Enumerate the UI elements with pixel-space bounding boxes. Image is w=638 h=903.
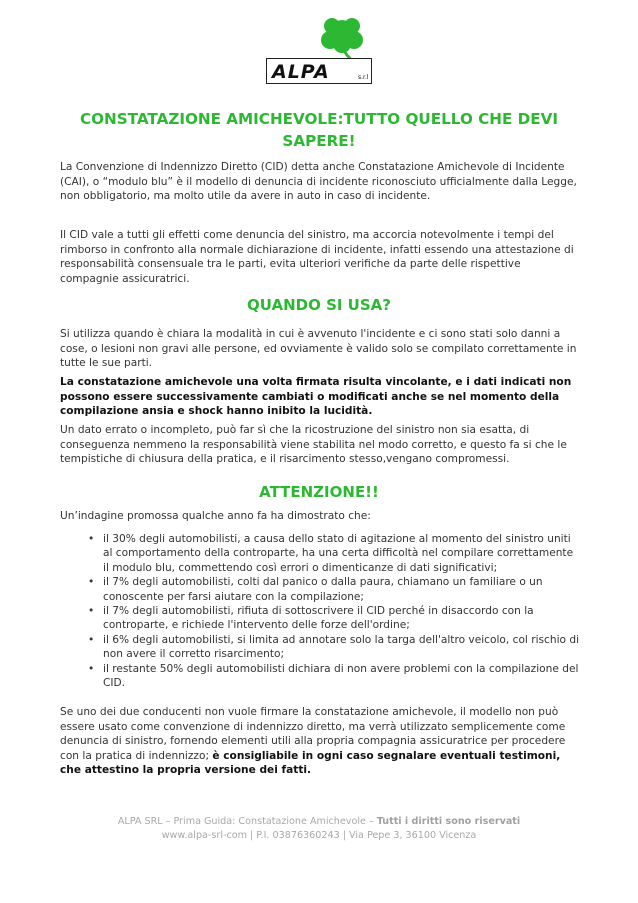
list-item-text: il 6% degli automobilisti, si limita ad annotare solo la targa dell'altro veicolo, col rischio di non avere il corretto risarcimento; [103, 633, 580, 661]
attenzione-intro: Un’indagine promossa qualche anno fa ha dimostrato che: [60, 510, 371, 522]
list-item [60, 662, 580, 691]
list-item-text: il 30% degli automobilisti, a causa dello stato di agitazione al momento del sinistro uniti al comportamento della controparte, ha una certa difficoltà nel compilare correttamente il modulo blu, commettendo così errori o dimenticanze di dati significativi; [103, 533, 574, 574]
intro-paragraph-1: La Convenzione di Indennizzo Diretto (CID) detta anche Constatazione Amichevole di Incidente (CAI), o “modulo blu” è il modello di denuncia di incidente riconosciuto ufficialmente dalla Legge, non obbligatorio, ma molto utile da avere in auto in caso di incidente. [60, 161, 577, 203]
bullet-icon: • [88, 576, 95, 589]
page-title: CONSTATAZIONE AMICHEVOLE:TUTTO QUELLO CHE DEVI SAPERE! [79, 110, 559, 150]
list-item [60, 532, 580, 575]
bullet-icon: • [88, 662, 95, 675]
bullet-icon: • [88, 605, 95, 618]
closing-text: Se uno dei due conducenti non vuole firmare la constatazione amichevole, il modello non può essere usato come convenzione di indennizzo diretto, ma verrà utilizzato semplicemente come denuncia di sinistro, fornendo elementi utili alla propria compagnia assicuratrice per procedere con la pratica di indennizzo; [60, 706, 566, 762]
alpa-logo [262, 18, 380, 92]
footer-copyright-text: ALPA SRL – Prima Guida: Constatazione Amichevole – [117, 816, 377, 827]
quando-paragraph-3: Un dato errato o incompleto, può far sì che la ricostruzione del sinistro non sia esatta, di conseguenza nemmeno la responsabilità viene stabilita nel modo corretto, e questo fa si che le tempistiche di chiusura della pratica, e il risarcimento stesso,vengano compromessi. [60, 424, 567, 466]
list-item-text: il 7% degli automobilisti, rifiuta di sottoscrivere il CID perché in disaccordo con la controparte, e richiede l'intervento delle forze dell'ordine; [103, 605, 534, 632]
bullet-icon: • [88, 633, 95, 646]
list-item-text: il 7% degli automobilisti, colti dal panico o dalla paura, chiamano un familiare o un conoscente per farsi aiutare con la compilazione; [103, 576, 543, 603]
footer-rights-text: Tutti i diritti sono riservati [376, 816, 521, 827]
logo-brand-text: ALPA [272, 61, 330, 83]
closing-bold-text: è consigliabile in ogni caso segnalare eventuali testimoni, che attestino la propria versione dei fatti. [60, 749, 561, 777]
list-item [60, 575, 580, 604]
footer-contact-line: www.alpa-srl-com | P.I. 03876360243 | Via Pepe 3, 36100 Vicenza [161, 830, 477, 841]
closing-paragraph [60, 705, 580, 778]
list-item-text: il restante 50% degli automobilisti dichiara di non avere problemi con la compilazione del CID. [103, 662, 579, 690]
logo-suffix-text: s.r.l [358, 74, 369, 81]
footer-line-1 [60, 815, 578, 829]
quando-paragraph-bold: La constatazione amichevole una volta firmata risulta vincolante, e i dati indicati non possono essere successivamente cambiati o modificati anche se nel momento della compilazione ansia e shock hanno inibito la lucidità. [60, 376, 572, 418]
section-heading-quando: QUANDO SI USA? [247, 296, 391, 314]
section-heading-attenzione: ATTENZIONE!! [259, 483, 379, 501]
intro-paragraph-2: Il CID vale a tutti gli effetti come denuncia del sinistro, ma accorcia notevolmente i tempi del rimborso in confronto alla normale dichiarazione di incidente, infatti essendo una attestazione di responsabilità consensuale tra le parti, evita ulteriori verifiche da parte delle rispettive compagnie assicuratrici. [60, 229, 574, 285]
list-item [60, 633, 580, 662]
statistics-list [60, 532, 580, 690]
quando-paragraph-1: Si utilizza quando è chiara la modalità in cui è avvenuto l'incidente e ci sono stati solo danni a cose, o lesioni non gravi alle persone, ed ovviamente è valido solo se compilato correttamente in tutte le sue parti. [60, 328, 577, 370]
bullet-icon: • [88, 533, 95, 545]
list-item [60, 604, 580, 633]
